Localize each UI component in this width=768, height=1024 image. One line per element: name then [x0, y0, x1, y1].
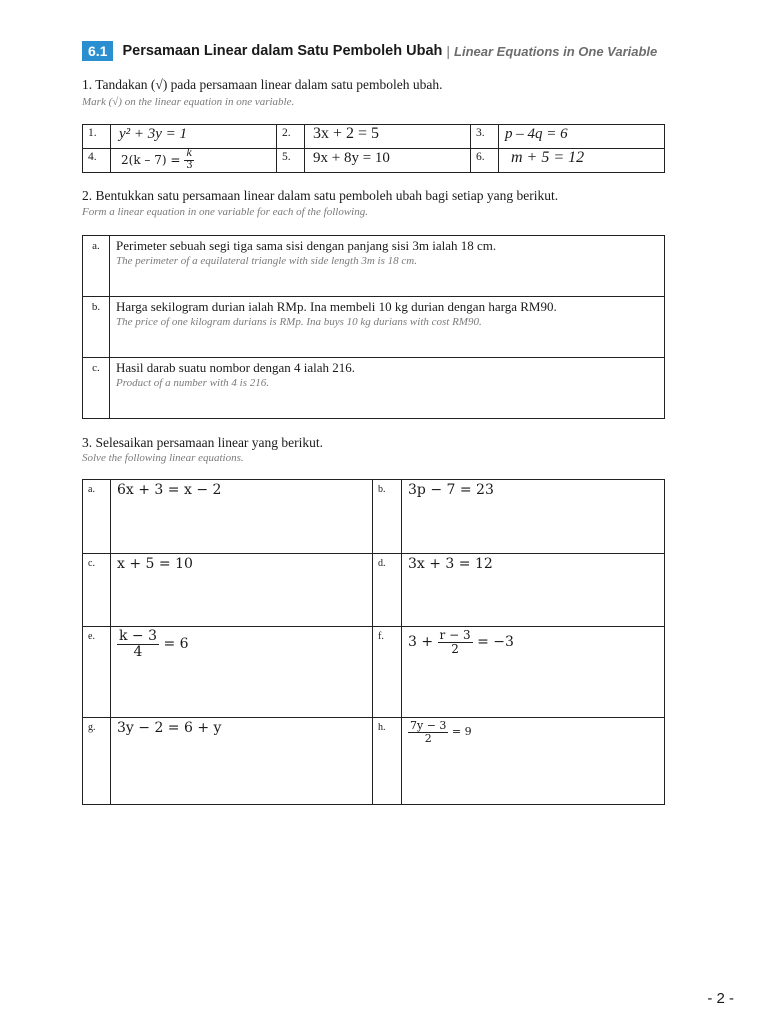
q3-equation-right: = −3 — [477, 634, 514, 651]
q3-equation — [117, 628, 189, 660]
q1-item-number: 4. — [83, 149, 111, 173]
q3-equation: 3x + 3 = 12 — [408, 556, 493, 572]
q1-equation: m + 5 = 12 — [511, 149, 585, 166]
q1-equation: 3x + 2 = 5 — [313, 125, 380, 142]
q3-equation-right: = 6 — [163, 636, 189, 653]
q3-item-label: f. — [373, 627, 402, 718]
q2-question-ms: Harga sekilogram durian ialah RMp. Ina membeli 10 kg durian dengan harga RM90. — [116, 299, 557, 314]
q2-question-ms: Hasil darab suatu nombor dengan 4 ialah 216. — [116, 360, 355, 375]
q1-item-number: 3. — [471, 125, 499, 149]
q3-equation: 3y − 2 = 6 + y — [117, 720, 222, 736]
q3-fraction — [438, 629, 473, 655]
q3-answer-cell[interactable] — [111, 480, 373, 554]
q1-item-number: 5. — [277, 149, 305, 173]
q3-fraction-denominator: 2 — [424, 731, 432, 745]
q3-answer-cell[interactable] — [402, 718, 665, 805]
section-number-badge: 6.1 — [82, 41, 113, 61]
q2-answer-cell[interactable] — [110, 297, 665, 358]
q3-equation — [408, 628, 514, 656]
q2-item-label: a. — [83, 236, 110, 297]
q2-question-ms: Perimeter sebuah segi tiga sama sisi dengan panjang sisi 3m ialah 18 cm. — [116, 238, 497, 253]
q2-item-label: b. — [83, 297, 110, 358]
q1-fraction-denominator: 3 — [186, 159, 193, 171]
q1-answer-cell[interactable] — [111, 125, 277, 149]
q3-answer-cell[interactable] — [111, 627, 373, 718]
q1-answer-cell[interactable] — [305, 125, 471, 149]
q1-equation — [111, 148, 195, 171]
q3-fraction-numerator: 7y − 3 — [410, 719, 447, 732]
q1-answer-cell[interactable] — [305, 149, 471, 173]
q3-item-label: c. — [83, 554, 111, 627]
q1-item-number: 1. — [83, 125, 111, 149]
q2-table — [82, 235, 665, 419]
q1-item-number: 2. — [277, 125, 305, 149]
q3-fraction — [408, 720, 448, 744]
q3-fraction-denominator: 2 — [451, 641, 459, 656]
q1-subtitle: Mark (√) on the linear equation in one variable. — [82, 96, 295, 108]
q3-item-label: b. — [373, 480, 402, 554]
q2-subtitle: Form a linear equation in one variable for each of the following. — [82, 206, 368, 218]
q1-answer-cell[interactable] — [111, 149, 277, 173]
q3-answer-cell[interactable] — [402, 627, 665, 718]
q1-table — [82, 124, 665, 173]
q1-fraction — [184, 149, 194, 171]
title-separator: | — [446, 43, 451, 59]
section-title-en: Linear Equations in One Variable — [454, 43, 658, 59]
q3-item-label: a. — [83, 480, 111, 554]
q2-title: 2. Bentukkan satu persamaan linear dalam satu pemboleh ubah bagi setiap yang berikut. — [82, 188, 559, 203]
q1-fraction-numerator: k — [186, 148, 193, 159]
q1-equation-left: 2(k – 7) = — [121, 152, 181, 167]
q3-equation: 3p − 7 = 23 — [408, 482, 494, 498]
q3-fraction — [117, 629, 159, 659]
q2-answer-cell[interactable] — [110, 236, 665, 297]
section-header — [82, 40, 657, 62]
q3-fraction-numerator: r − 3 — [439, 628, 471, 642]
q3-equation — [408, 719, 472, 745]
q1-equation: y² + 3y = 1 — [119, 126, 188, 142]
q3-equation: 6x + 3 = x − 2 — [117, 482, 222, 498]
q3-item-label: g. — [83, 718, 111, 805]
q1-title: 1. Tandakan (√) pada persamaan linear dalam satu pemboleh ubah. — [82, 77, 443, 92]
q3-item-label: e. — [83, 627, 111, 718]
q1-answer-cell[interactable] — [499, 149, 665, 173]
q3-answer-cell[interactable] — [402, 480, 665, 554]
q2-answer-cell[interactable] — [110, 358, 665, 419]
q1-equation: p – 4q = 6 — [505, 126, 568, 142]
q2-question-en: The price of one kilogram durians is RMp. Ina buys 10 kg durians with cost RM90. — [116, 316, 482, 328]
q3-equation-right: = 9 — [451, 725, 472, 739]
q3-item-label: h. — [373, 718, 402, 805]
q3-subtitle: Solve the following linear equations. — [82, 452, 244, 464]
q3-equation: x + 5 = 10 — [117, 556, 193, 572]
q3-title: 3. Selesaikan persamaan linear yang berikut. — [82, 435, 324, 450]
q2-question-en: The perimeter of a equilateral triangle with side length 3m is 18 cm. — [116, 255, 417, 267]
q1-equation: 9x + 8y = 10 — [313, 150, 390, 166]
q1-answer-cell[interactable] — [499, 125, 665, 149]
q3-table — [82, 479, 665, 805]
section-title: Persamaan Linear dalam Satu Pemboleh Ubah — [122, 43, 443, 59]
q3-fraction-denominator: 4 — [133, 643, 143, 660]
q2-item-label: c. — [83, 358, 110, 419]
q3-equation-left: 3 + — [408, 634, 434, 651]
page-number: - 2 - — [707, 990, 734, 1007]
q3-answer-cell[interactable] — [402, 554, 665, 627]
q3-answer-cell[interactable] — [111, 554, 373, 627]
q1-item-number: 6. — [471, 149, 499, 173]
q3-item-label: d. — [373, 554, 402, 627]
q2-question-en: Product of a number with 4 is 216. — [116, 377, 269, 389]
q3-fraction-numerator: k − 3 — [119, 628, 158, 644]
q3-answer-cell[interactable] — [111, 718, 373, 805]
